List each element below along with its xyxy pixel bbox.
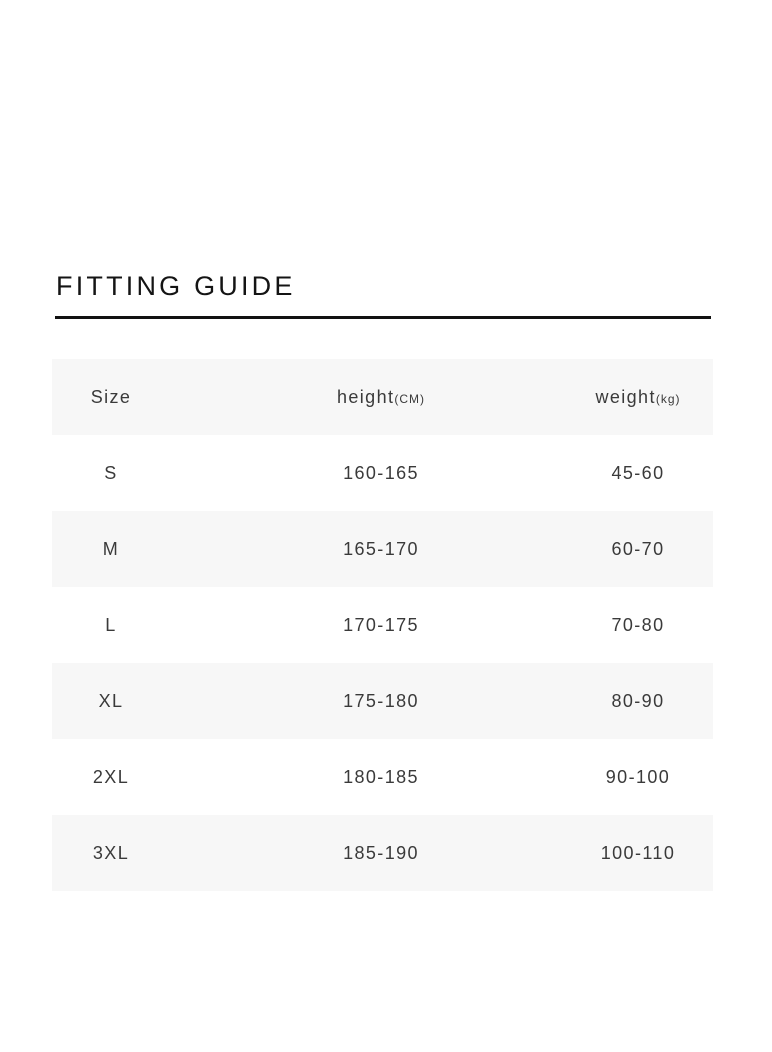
weight-cell: 60-70 <box>611 538 665 559</box>
size-cell: M <box>102 538 120 559</box>
size-cell: 3XL <box>92 842 130 863</box>
header-height-unit: (CM) <box>394 391 426 406</box>
header-weight-label: weight <box>595 386 656 407</box>
header-height <box>170 387 592 408</box>
table-row <box>52 511 713 587</box>
table-row <box>52 435 713 511</box>
size-cell: S <box>104 462 118 483</box>
title-divider <box>55 316 711 319</box>
size-cell: 2XL <box>92 766 130 787</box>
header-weight-unit: (kg) <box>655 391 681 406</box>
height-cell: 165-170 <box>343 538 419 559</box>
page-title: FITTING GUIDE <box>56 271 296 301</box>
header-weight <box>592 387 684 408</box>
table-row <box>52 739 713 815</box>
table-row <box>52 815 713 891</box>
height-cell: 160-165 <box>343 462 419 483</box>
weight-cell: 90-100 <box>605 766 671 787</box>
height-cell: 185-190 <box>343 842 419 863</box>
size-cell: L <box>105 614 117 635</box>
weight-cell: 100-110 <box>600 842 676 863</box>
size-table <box>52 359 713 891</box>
table-row <box>52 663 713 739</box>
size-cell: XL <box>98 690 124 711</box>
table-header-row <box>52 359 713 435</box>
header-size: Size <box>90 386 132 407</box>
weight-cell: 45-60 <box>611 462 665 483</box>
weight-cell: 80-90 <box>611 690 665 711</box>
table-row <box>52 587 713 663</box>
height-cell: 175-180 <box>343 690 419 711</box>
weight-cell: 70-80 <box>611 614 665 635</box>
height-cell: 180-185 <box>343 766 419 787</box>
height-cell: 170-175 <box>343 614 419 635</box>
header-height-label: height <box>336 386 395 407</box>
